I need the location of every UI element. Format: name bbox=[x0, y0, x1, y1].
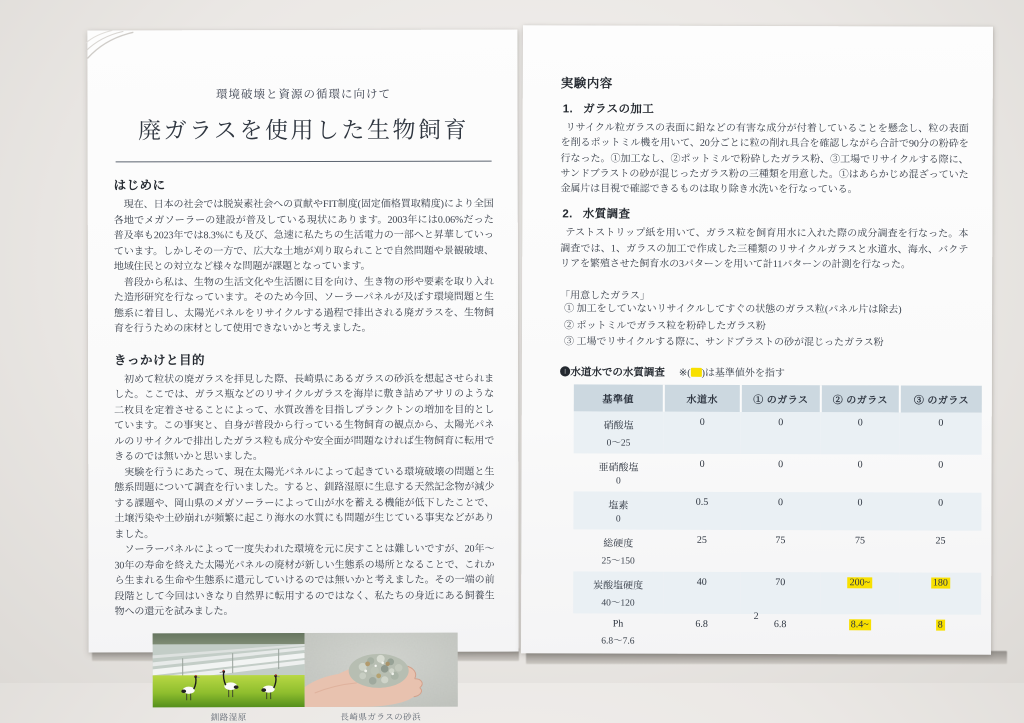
table-row: 亜硝酸塩 0 0 0 0 0 bbox=[574, 453, 982, 492]
column-header: 水道水 bbox=[664, 385, 742, 412]
table-row: 硝酸塩 0〜25 0 0 0 0 bbox=[574, 411, 982, 454]
highlight-color-swatch bbox=[691, 368, 702, 377]
table-row: Ph 6.8〜7.6 6.8 6.8 8.4~ 8 bbox=[573, 613, 981, 652]
paragraph: ソーラーパネルによって一度失われた環境を元に戻すことは難しいですが、20年〜30年の寿命を終えた太陽光パネルの廃材が新しい生態系の場所となることで、これから生まれる生命や生態系に還元していけるのでは無いかと考えました。その一端の前段階として今回はいきなり自然界に転用するのではなく、私たちの身近にある飼養生物への還元を試みました。 bbox=[114, 542, 494, 620]
subsection-heading-glass-processing bbox=[563, 100, 969, 117]
subsection-number: 2. bbox=[562, 209, 572, 221]
glass-granule-pile bbox=[348, 653, 408, 687]
section-heading-experiment: 実験内容 bbox=[561, 73, 969, 92]
page-number: 2 bbox=[521, 610, 991, 622]
column-header: ② のガラス bbox=[821, 385, 901, 412]
paragraph: 普段から私は、生物の生活文化や生活圏に目を向け、生き物の形や要素を取り入れた造形研究を行なっています。そのため今回、ソーラーパネルが及ぼす環境問題と生態系に着目し、太陽光パネルをリサイクルする過程で排出される廃ガラスを、生物飼育を行うための床材として使用できないかと考えました。 bbox=[114, 274, 494, 337]
prepared-glass-item: ③ 工場でリサイクルする際に、サンドブラストの砂が混じったガラス粉 bbox=[560, 335, 968, 353]
highlighted-value-cell: 8.4~ bbox=[820, 614, 900, 652]
photo-kushiro-wetland bbox=[152, 632, 304, 706]
paragraph: 実験を行うにあたって、現在太陽光パネルによって起きている環境破壊の問題と生態系問題について調査を行いました。すると、釧路湿原に生息する天然記念物が減少する課題や、岡山県のメガソーラーによって山が水を蓄える機能が低下したことで、土壌汚染や土砂崩れが頻繁に起こり海水の水質にも問題が生じている事実などがありました。 bbox=[114, 464, 494, 542]
table-row: 総硬度 25〜150 25 75 75 25 bbox=[573, 529, 981, 572]
table-note-title: ❶水道水での水質調査 bbox=[560, 367, 665, 378]
subsection-heading-water-quality bbox=[562, 206, 968, 223]
column-header: 基準値 bbox=[574, 384, 664, 411]
table-note-legend: ※( )は基準値外を指す bbox=[679, 368, 785, 379]
highlighted-value-cell: 200~ bbox=[820, 572, 900, 614]
paragraph: テストストリップ紙を用いて、ガラス粒を飼育用水に入れた際の成分調査を行なった。本調査では、1、ガラスの加工で作成した三種類のリサイクルガラスと水道水、海水、バクテリアを繁殖させた飼育水の3パターンを用いて計11パターンの計測を行なった。 bbox=[560, 226, 968, 273]
table-header-row bbox=[574, 384, 982, 412]
caption-row bbox=[115, 710, 495, 723]
document-page-1 bbox=[87, 30, 518, 653]
subsection-title: ガラスの加工 bbox=[583, 103, 654, 115]
section-heading-hajimeni: はじめに bbox=[114, 175, 494, 194]
column-header: ① のガラス bbox=[741, 385, 821, 412]
table-note bbox=[560, 363, 968, 380]
subsection-title: 水質調査 bbox=[583, 209, 631, 221]
section-heading-kikkake: きっかけと目的 bbox=[114, 349, 494, 368]
table-row: 炭酸塩硬度 40〜120 40 70 200~ 180 bbox=[573, 571, 981, 614]
document-page-2 bbox=[521, 25, 993, 654]
paragraph: リサイクル粒ガラスの表面に鉛などの有害な成分が付着していることを懸念し、粒の表面を削るポットミル機を用いて、20分ごとに粒の削れ具合を確認しながら合計で90分の粉砕を行なった。①加工なし、②ポットミルで粉砕したガラス粉、③工場でリサイクルする際に、サンドブラストの砂が混じったガラス粉の三種類を用意した。①はあらかじめ混ざっていた金属片は目視で確認できるものは取り除き水洗いを行なっている。 bbox=[560, 120, 968, 198]
highlighted-value-cell: 180 bbox=[899, 572, 981, 614]
document-subtitle: 環境破壊と資源の循環に向けて bbox=[113, 86, 493, 103]
photo-glass-sand-beach bbox=[304, 632, 457, 706]
page-title: 廃ガラスを使用した生物飼育 bbox=[114, 112, 494, 146]
photo-caption-kushiro: 釧路湿原 bbox=[153, 710, 305, 722]
paper-corner-curl bbox=[85, 28, 137, 62]
subsection-number: 1. bbox=[563, 103, 573, 115]
table-row: 塩素 0 0.5 0 0 0 bbox=[573, 491, 981, 530]
highlighted-value-cell: 8 bbox=[899, 614, 981, 652]
title-divider bbox=[116, 161, 492, 163]
prepared-glass-title: 「用意したガラス」 bbox=[560, 287, 968, 303]
paragraph: 初めて粒状の廃ガラスを拝見した際、長崎県にあるガラスの砂浜を想起させられました。ここでは、ガラス瓶などのリサイクルガラスを海岸に敷き詰めアサリのような二枚貝を定着させることによって、水質改善を目指しプランクトンの増加を目的としています。この事実と、自身が普段から行っている生物飼育の観点から、太陽光パネルのリサイクルで排出したガラス粒も成分や安全面が問題なければ生物飼育に転用できるのでは無いかと思いました。 bbox=[114, 371, 494, 465]
paragraph: 現在、日本の社会では脱炭素社会への貢献やFIT制度(固定価格買取精度)により全国各地でメガソーラーの建設が普及している現状にあります。2003年には0.06%だった普及率も2023年では8.3%にも及び、急速に私たちの生活電力の一部へと昇華していっています。しかしその一方で、広大な土地が刈り取られことで自然問題や景観破壊、地域住民との対立など様々な問題が課題となっています。 bbox=[114, 197, 494, 275]
photo-caption-nagasaki: 長崎県ガラスの砂浜 bbox=[305, 710, 457, 722]
column-header: ③ のガラス bbox=[900, 385, 982, 412]
prepared-glass-item: ② ポットミルでガラス粒を粉砕したガラス粉 bbox=[560, 318, 968, 336]
prepared-glass-item: ① 加工をしていないリサイクルしてすぐの状態のガラス粒(パネル片は除去) bbox=[560, 302, 968, 320]
photo-row bbox=[115, 632, 495, 707]
